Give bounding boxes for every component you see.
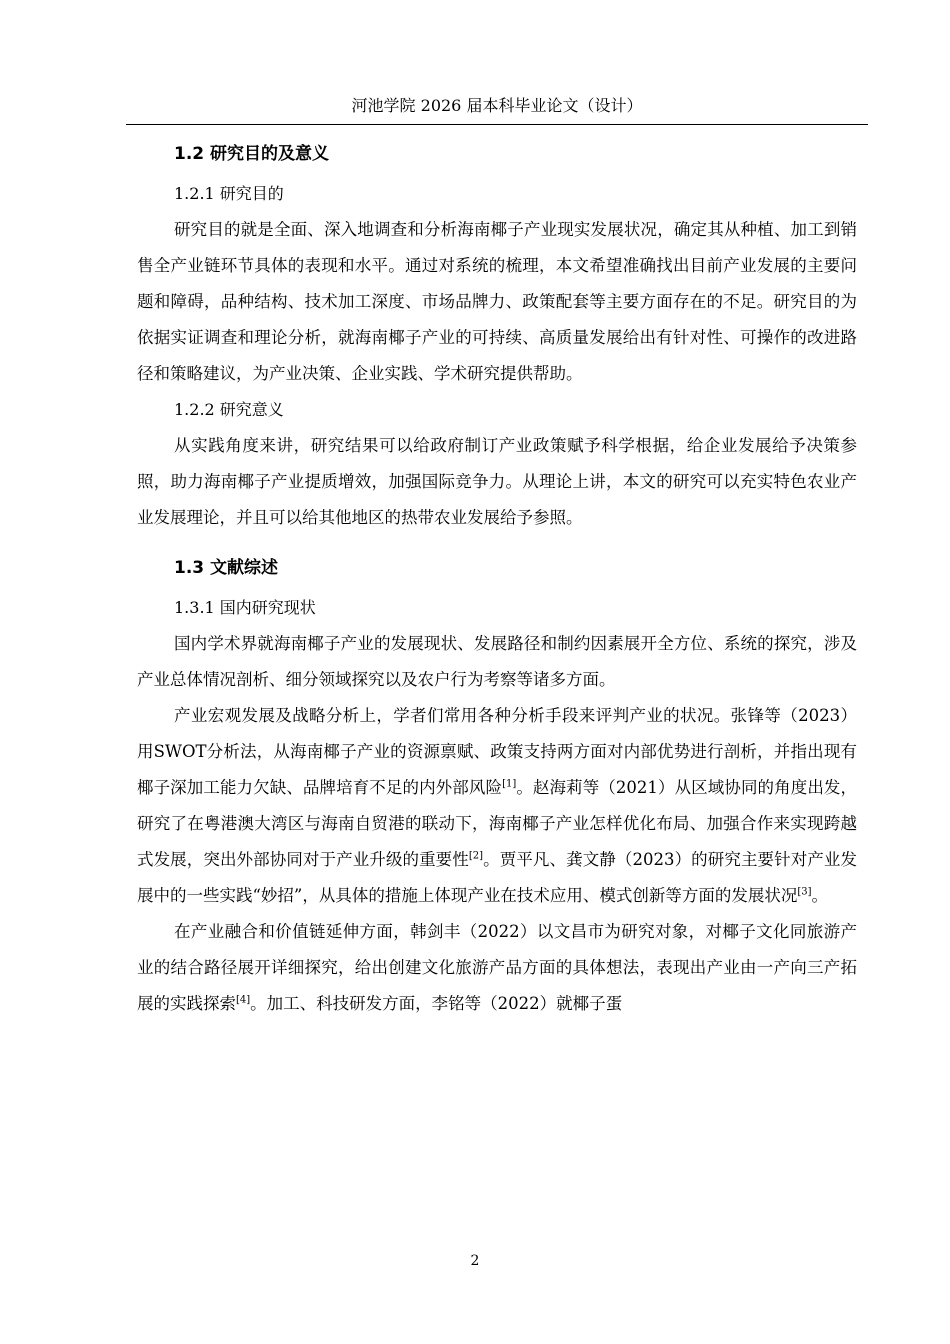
paragraph-research-significance: 从实践角度来讲，研究结果可以给政府制订产业政策赋予科学根据，给企业发展给予决策参照，助力海南椰子产业提质增效，加强国际竞争力。从理论上讲，本文的研究可以充实特色农业产业发展理论，并且可以给其他地区的热带农业发展给予参照。 <box>137 436 857 527</box>
subsection-heading-1-2-2: 1.2.2 研究意义 <box>174 400 284 419</box>
text-span: 。赵海莉等（2021）从区域协同的角度出发，研究了在粤港澳大湾区与海南自贸港的联动下，海南椰子产业怎样优化布局、加强合作来实现跨越式发展，突出外部协同对于产业升级的重要性 <box>137 778 857 869</box>
text-span: 产业宏观发展及战略分析上，学者们常用各种分析手段来评判产业的状况。张锋等（2023）用SWOT分析法，从海南椰子产业的资源禀赋、政策支持两方面对内部优势进行剖析，并指出现有椰子深加工能力欠缺、品牌培育不足的内外部风险 <box>137 706 857 797</box>
paragraph-research-purpose: 研究目的就是全面、深入地调查和分析海南椰子产业现实发展状况，确定其从种植、加工到销售全产业链环节具体的表现和水平。通过对系统的梳理，本文希望准确找出目前产业发展的主要问题和障碍，品种结构、技术加工深度、市场品牌力、政策配套等主要方面存在的不足。研究目的为依据实证调查和理论分析，就海南椰子产业的可持续、高质量发展给出有针对性、可操作的改进路径和策略建议，为产业决策、企业实践、学术研究提供帮助。 <box>137 220 857 383</box>
page-number: 2 <box>470 1253 480 1269</box>
subsection-heading-1-3-1: 1.3.1 国内研究现状 <box>174 598 316 617</box>
paragraph-domestic-overview: 国内学术界就海南椰子产业的发展现状、发展路径和制约因素展开全方位、系统的探究，涉及产业总体情况剖析、细分领域探究以及农户行为考察等诸多方面。 <box>137 634 857 689</box>
text-span: 在产业融合和价值链延伸方面，韩剑丰（2022）以文昌市为研究对象，对椰子文化同旅游产业的结合路径展开详细探究，给出创建文化旅游产品方面的具体想法，表现出产业由一产向三产拓展的实践探索 <box>137 922 857 1013</box>
section-heading-1-3: 1.3 文献综述 <box>174 558 279 578</box>
text-span: 。贾平凡、龚文静（2023）的研究主要针对产业发展中的一些实践“妙招”，从具体的措施上体现产业在技术应用、模式创新等方面的发展状况 <box>137 850 857 905</box>
paragraph-macro-analysis <box>137 698 857 914</box>
header-rule <box>126 124 868 125</box>
citation-ref-4: [4] <box>236 994 251 1006</box>
section-heading-1-2: 1.2 研究目的及意义 <box>174 144 330 164</box>
citation-ref-2: [2] <box>468 850 484 862</box>
paragraph-industry-integration <box>137 914 857 1022</box>
running-header: 河池学院 2026 届本科毕业论文（设计） <box>351 96 643 115</box>
citation-ref-3: [3] <box>797 886 812 898</box>
citation-ref-1: [1] <box>502 778 517 790</box>
subsection-heading-1-2-1: 1.2.1 研究目的 <box>174 184 284 203</box>
text-span: 。加工、科技研发方面，李铭等（2022）就椰子蛋 <box>250 994 623 1013</box>
text-span: 。 <box>811 886 829 905</box>
page-body <box>137 138 857 1022</box>
